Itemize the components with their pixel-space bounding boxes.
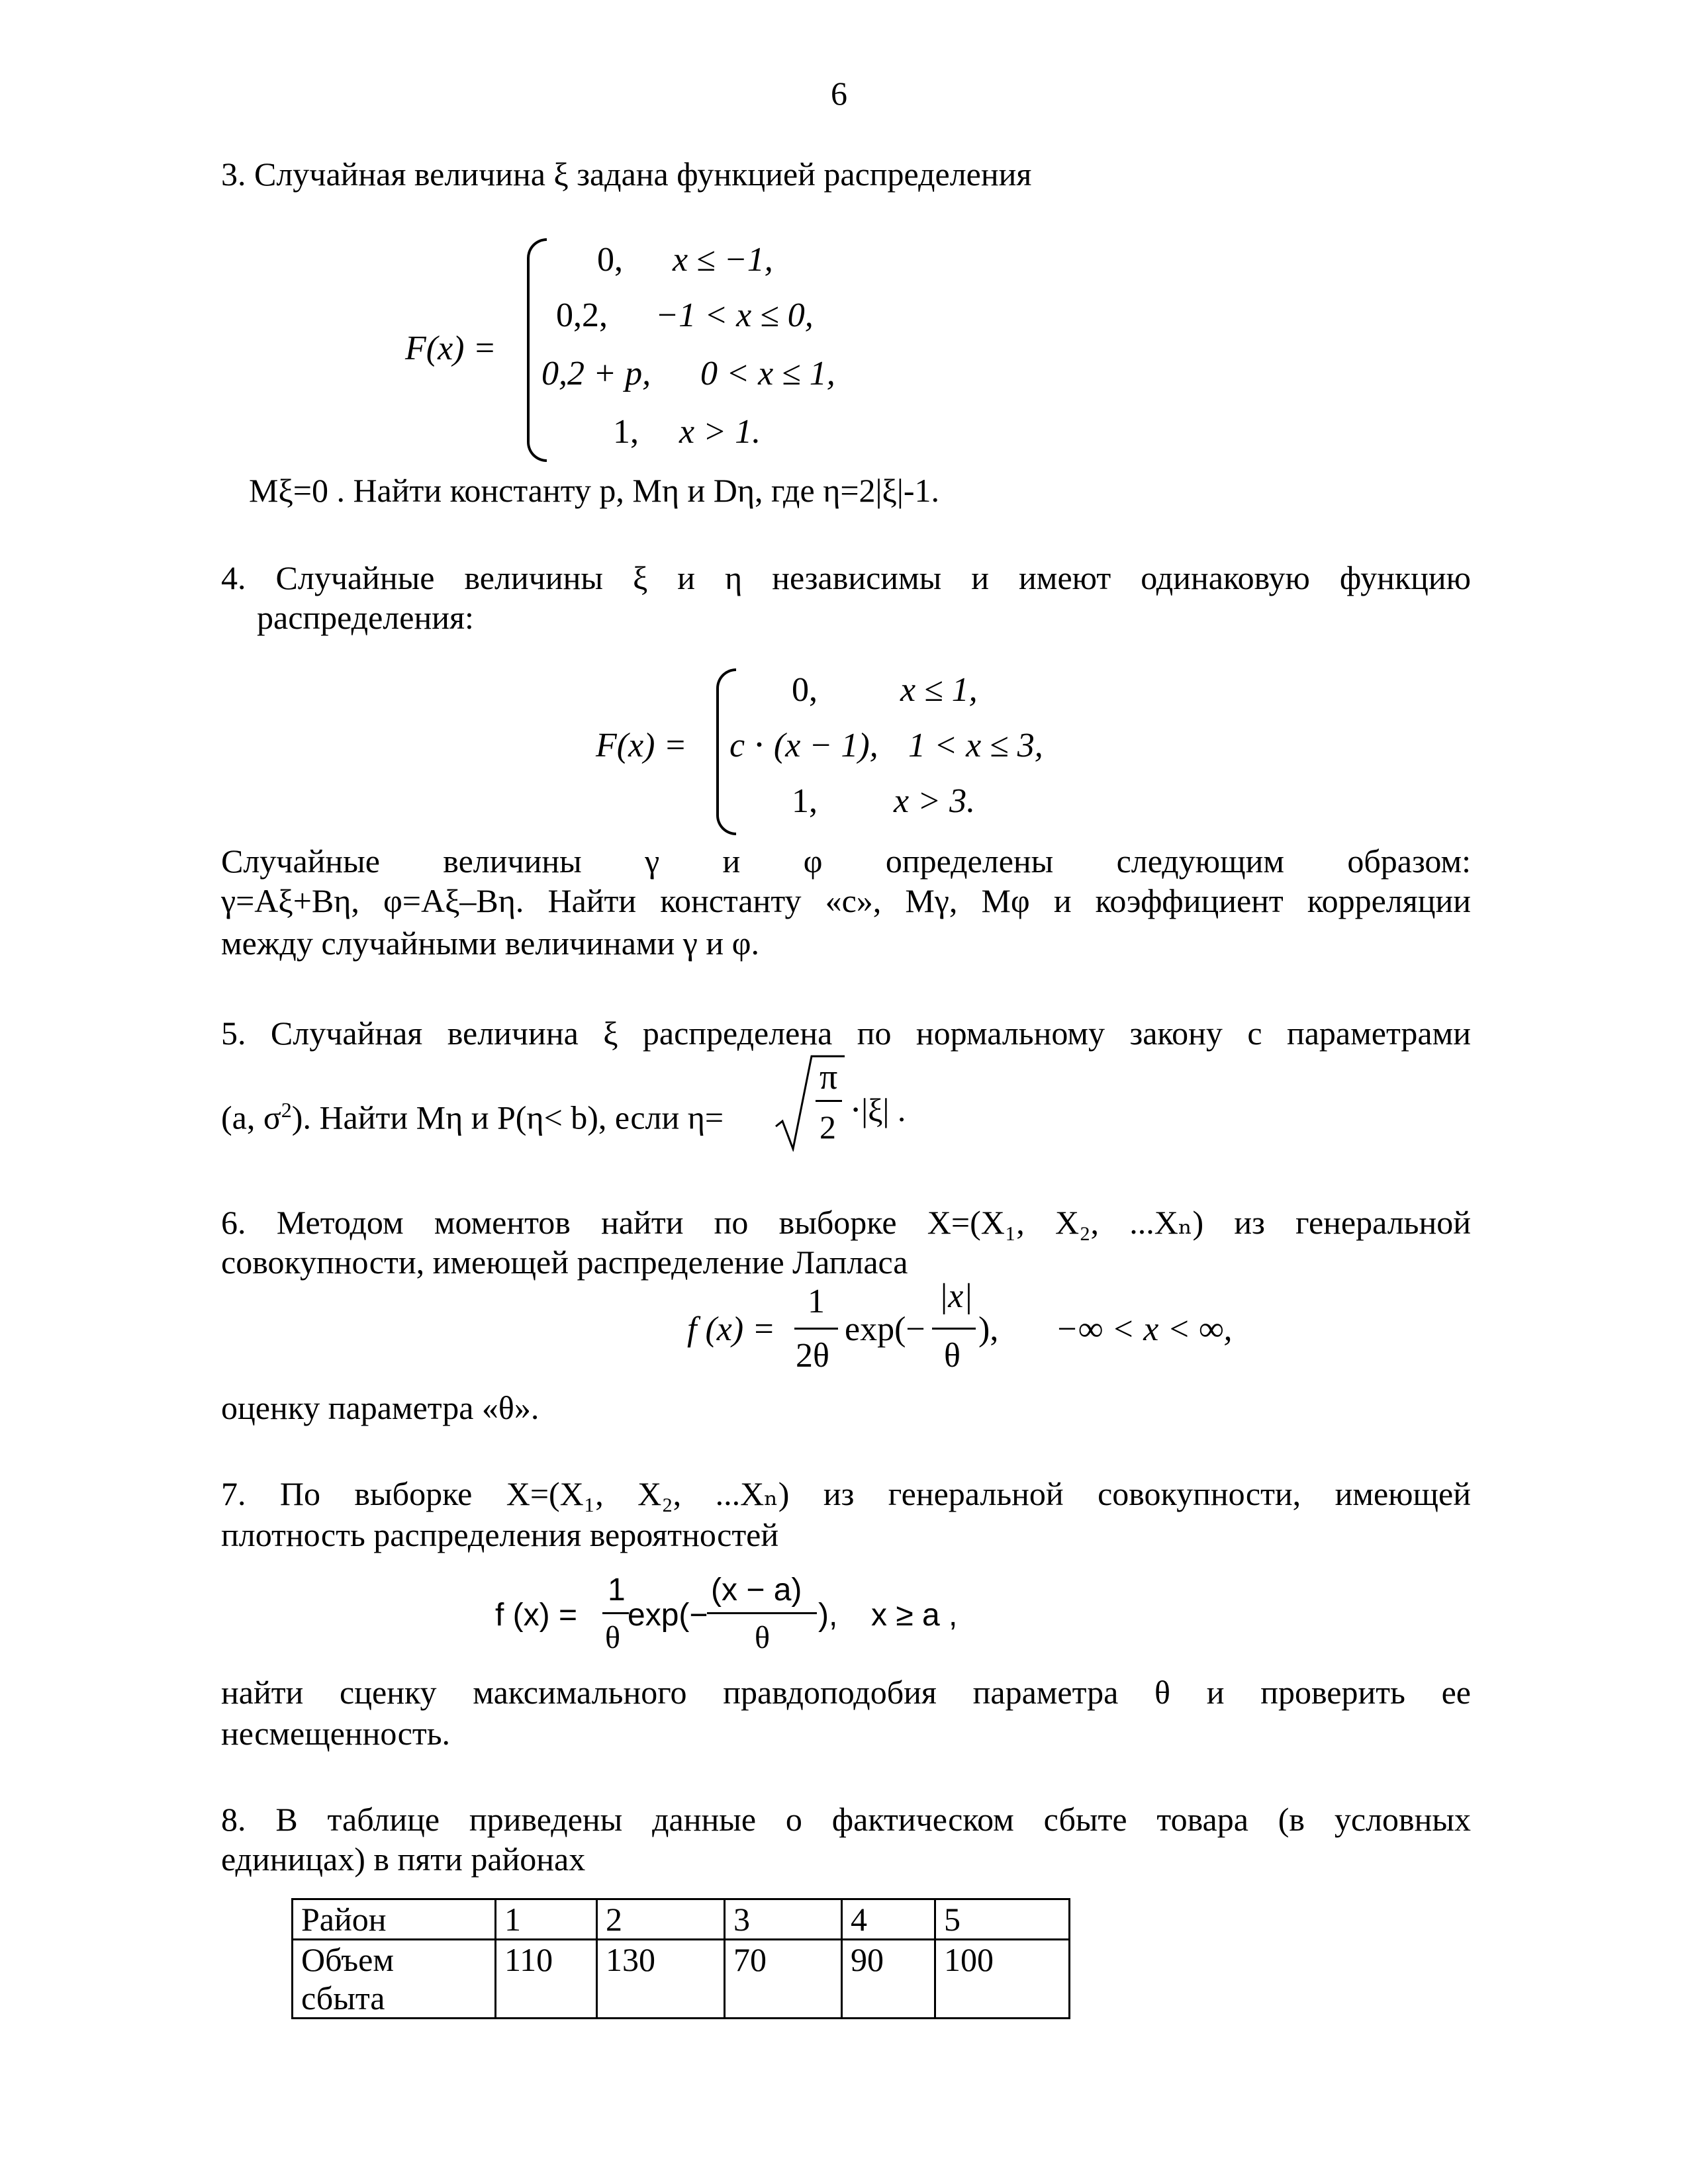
table-cell: 4	[842, 1899, 935, 1940]
problem-7-line3: найти сценку максимального правдоподобия параметра θ и проверить ее	[221, 1674, 1471, 1711]
problem-7-line1: 7. По выборке X=(X₁, X₂, ...Xₙ) из генеральной совокупности, имеющей	[221, 1475, 1471, 1512]
problem-4-text3: между случайными величинами γ и φ.	[221, 925, 759, 962]
exp-function: exp(−	[845, 1310, 925, 1348]
table-cell: 3	[725, 1899, 842, 1940]
case-condition: −1 < x ≤ 0,	[655, 296, 814, 334]
superscript: 2	[281, 1098, 292, 1122]
problem-4-text1: Случайные величины γ и φ определены следующим образом:	[221, 842, 1471, 880]
problem-5-tail: ⋅|ξ| .	[850, 1091, 906, 1128]
problem-4-line2: распределения:	[257, 599, 474, 636]
formula-lhs: F(x) =	[596, 727, 687, 764]
table-row	[293, 1940, 1070, 2019]
sales-table	[291, 1898, 1070, 2019]
domain-range: −∞ < x < ∞,	[1055, 1310, 1233, 1348]
case-condition: x ≤ 1,	[900, 671, 978, 709]
problem-5-line2	[221, 1089, 724, 1138]
case-value: 1,	[613, 413, 639, 451]
problem-6-line2: совокупности, имеющей распределение Лапласа	[221, 1244, 908, 1281]
left-brace	[527, 238, 547, 462]
fraction-numerator: |x|	[939, 1277, 973, 1315]
problem-8-line2: единицах) в пяти районах	[221, 1841, 586, 1878]
closing-paren: ),	[818, 1598, 838, 1633]
problem-6-line1: 6. Методом моментов найти по выборке X=(X₁, X₂, ...Xₙ) из генеральной	[221, 1204, 1471, 1241]
problem-8-line1: 8. В таблице приведены данные о фактическом сбыте товара (в условных	[221, 1801, 1471, 1838]
table-cell	[293, 1940, 496, 2019]
params-prefix: (a, σ	[221, 1099, 281, 1136]
problem-3-intro: 3. Случайная величина ξ задана функцией распределения	[221, 156, 1032, 193]
case-condition: x ≤ −1,	[673, 241, 773, 279]
fraction-bar	[707, 1612, 817, 1614]
problem-4-line1: 4. Случайные величины ξ и η независимы и имеют одинаковую функцию	[221, 559, 1471, 596]
row-label-line: Объем	[301, 1941, 394, 1978]
table-cell: 130	[597, 1940, 725, 2019]
table-cell: 5	[935, 1899, 1070, 1940]
table-cell: 1	[496, 1899, 597, 1940]
table-row	[293, 1899, 1070, 1940]
case-value: 0,2,	[556, 296, 608, 334]
case-value: 0,	[792, 671, 818, 709]
formula-lhs: f (x) =	[687, 1310, 776, 1348]
sqrt-numerator: π	[820, 1057, 838, 1097]
params-suffix: ). Найти Mη и P(η< b), если η=	[291, 1099, 724, 1136]
fraction-denominator: θ	[755, 1620, 770, 1655]
case-value: 0,	[597, 241, 623, 279]
table-cell: 70	[725, 1940, 842, 2019]
case-condition: 0 < x ≤ 1,	[700, 355, 835, 392]
table-cell: 110	[496, 1940, 597, 2019]
table-cell: Район	[293, 1899, 496, 1940]
fraction-bar	[932, 1328, 976, 1330]
closing-paren: ),	[978, 1310, 999, 1348]
exp-function: exp(−	[628, 1598, 708, 1633]
fraction-denominator: 2θ	[796, 1337, 829, 1375]
domain-range: x ≥ a ,	[871, 1598, 958, 1633]
fraction-numerator: 1	[608, 1572, 626, 1608]
table-cell: 2	[597, 1899, 725, 1940]
problem-4-text2: γ=Aξ+Bη, φ=Aξ–Bη. Найти константу «с», Mγ, Mφ и коэффициент корреляции	[221, 882, 1471, 919]
fraction-bar	[816, 1100, 842, 1102]
problem-5-line1: 5. Случайная величина ξ распределена по нормальному закону с параметрами	[221, 1015, 1471, 1052]
fraction-bar	[602, 1612, 629, 1614]
page-number: 6	[831, 75, 847, 112]
problem-7-line2: плотность распределения вероятностей	[221, 1516, 779, 1553]
sqrt-denominator: 2	[820, 1109, 836, 1146]
problem-3-task: Mξ=0 . Найти константу р, Mη и Dη, где η=2|ξ|-1.	[249, 472, 939, 509]
case-condition: x > 3.	[894, 782, 976, 820]
case-condition: 1 < x ≤ 3,	[908, 727, 1043, 764]
case-value: 1,	[792, 782, 818, 820]
fraction-denominator: θ	[605, 1620, 620, 1655]
case-value: c ⋅ (x − 1),	[729, 727, 878, 764]
problem-7-line4: несмещенность.	[221, 1715, 451, 1752]
case-value: 0,2 + p,	[541, 355, 651, 392]
problem-6-line3: оценку параметра «θ».	[221, 1389, 539, 1426]
formula-lhs: f (x) =	[495, 1598, 578, 1633]
row-label-line: сбыта	[301, 1979, 385, 2017]
fraction-denominator: θ	[944, 1337, 961, 1375]
fraction-numerator: 1	[808, 1283, 825, 1320]
table-cell: 90	[842, 1940, 935, 2019]
table-cell: 100	[935, 1940, 1070, 2019]
formula-lhs: F(x) =	[405, 330, 496, 367]
fraction-bar	[794, 1328, 838, 1330]
case-condition: x > 1.	[679, 413, 761, 451]
fraction-numerator: (x − a)	[711, 1572, 802, 1608]
